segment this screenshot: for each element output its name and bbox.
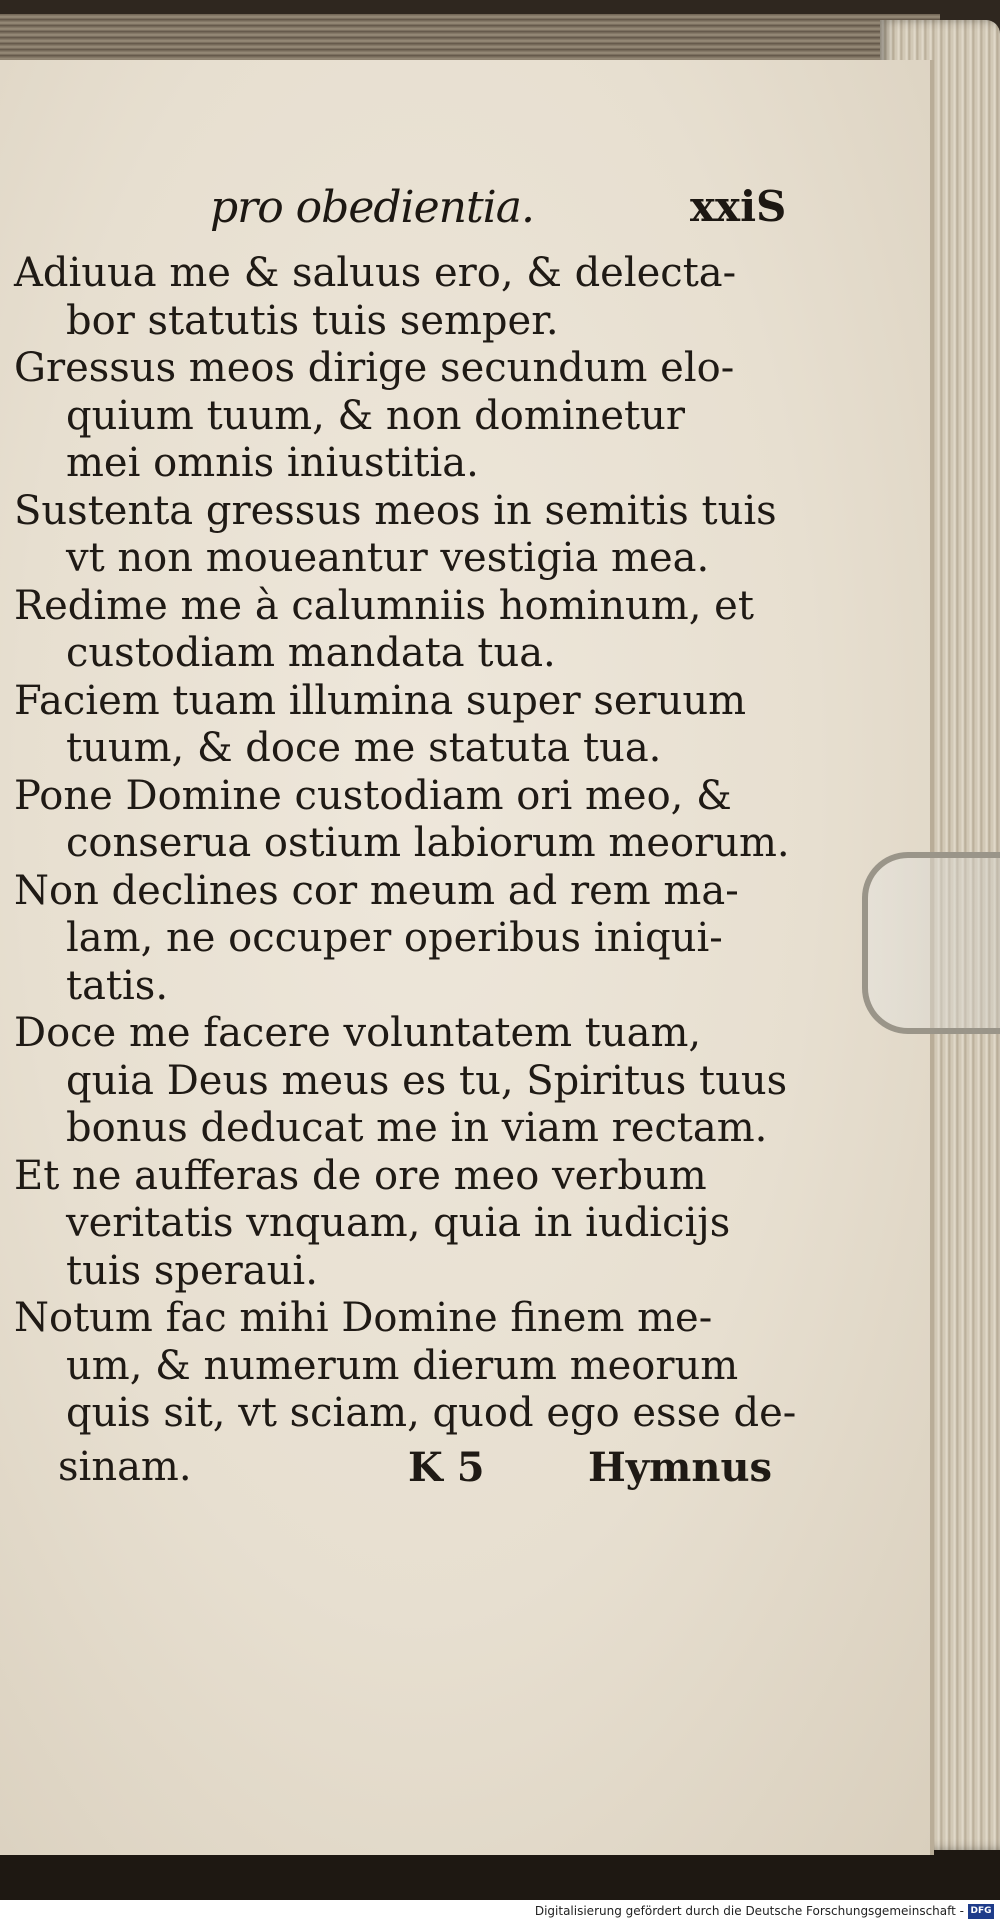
text-line: custodiam mandata tua. [66,630,556,676]
text-line: Gressus meos dirige secundum elo- [14,345,735,391]
signature-mark: K 5 [408,1444,485,1491]
text-line: Et ne aufferas de ore meo verbum [14,1152,707,1199]
text-line: Faciem tuam illumina super seruum [14,677,747,724]
text-line: tuum, & doce me statuta tua. [66,725,662,771]
last-line: sinam. [58,1444,192,1490]
text-line: quium tuum, & non dominetur [66,392,685,439]
text-block [14,250,797,1438]
text-line: Adiuua me & saluus ero, & delecta- [14,250,737,296]
verse [14,487,777,583]
funding-notice: Digitalisierung gefördert durch die Deutsche Forschungsgemeinschaft - [534,1904,964,1918]
text-line: lam, ne occuper operibus iniqui- [66,915,723,961]
text-line: Redime me à calumniis hominum, et [14,582,754,629]
text-line: quis sit, vt sciam, quod ego esse de- [66,1390,797,1436]
text-line: tuis speraui. [66,1247,318,1294]
text-line: veritatis vnquam, quia in iudicijs [66,1200,731,1246]
text-line: tatis. [66,962,169,1009]
verse [14,1010,788,1153]
running-title: pro obedientia. [210,182,534,233]
text-line: mei omnis iniustitia. [66,440,479,486]
verse [14,345,774,488]
text-line: quia Deus meus es tu, Spiritus tuus [66,1057,788,1104]
dfg-logo-icon: DFG [968,1904,994,1919]
text-line: bonus deducat me in viam rectam. [66,1105,768,1151]
text-line: bor statutis tuis semper. [66,297,559,344]
text-line: conserua ostium labiorum meorum. [66,820,790,866]
verse [14,1153,774,1296]
text-line: Doce me facere voluntatem tuam, [14,1010,702,1056]
text-line: Pone Domine custodiam ori meo, & [14,772,732,819]
verse [14,868,774,1011]
catchword: Hymnus [588,1444,773,1491]
verse [14,583,774,678]
verse [14,1295,797,1438]
text-line: Non declines cor meum ad rem ma- [14,867,739,914]
folio-number: xxiS [690,182,787,231]
text-line: vt non moueantur vestigia mea. [66,535,710,581]
text-line: um, & numerum dierum meorum [66,1342,739,1389]
text-line: Sustenta gressus meos in semitis tuis [14,487,777,534]
verse [14,250,774,345]
page-clip [862,852,1000,1034]
book-top-edge [0,14,940,64]
text-line: Notum fac mihi Domine finem me- [14,1295,713,1341]
page-header [0,182,930,242]
footer-bar [0,1900,1000,1924]
catchline [58,1444,773,1492]
verse [14,772,790,868]
verse [14,678,774,773]
